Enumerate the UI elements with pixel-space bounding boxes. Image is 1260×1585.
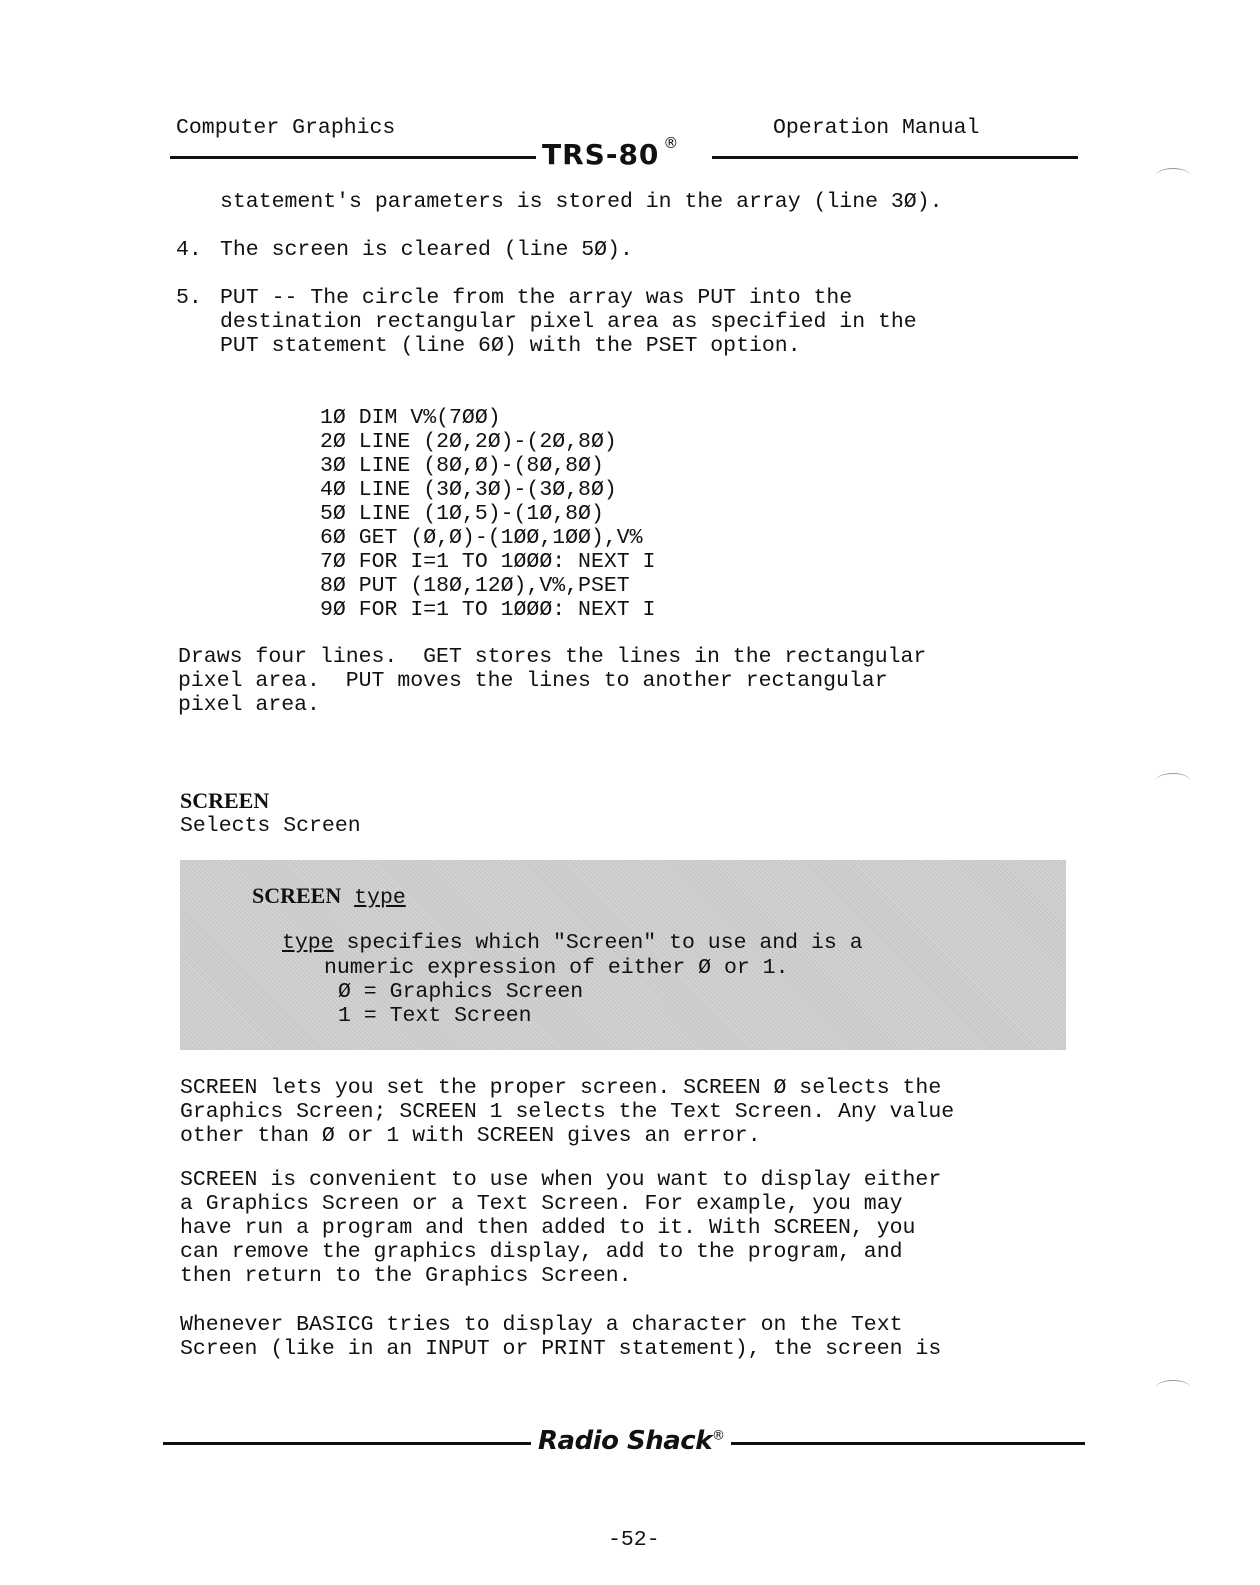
program-line: 9Ø FOR I=1 TO 1ØØØ: NEXT I — [320, 598, 656, 622]
program-line: 6Ø GET (Ø,Ø)-(1ØØ,1ØØ),V% — [320, 526, 643, 550]
syntax-keyword: SCREEN — [252, 883, 342, 908]
section-title: SCREEN — [180, 788, 270, 813]
footer-rule-left — [163, 1442, 531, 1445]
paragraph-line: can remove the graphics display, add to the program, and — [180, 1240, 903, 1264]
section-subtitle: Selects Screen — [180, 814, 361, 838]
binder-hole-mark — [1156, 773, 1190, 788]
step-number: 5. — [176, 286, 202, 310]
program-line: 4Ø LINE (3Ø,3Ø)-(3Ø,8Ø) — [320, 478, 617, 502]
paragraph-line: have run a program and then added to it. With SCREEN, you — [180, 1216, 916, 1240]
radioshack-registered-mark: ® — [712, 1428, 725, 1444]
step-text: PUT statement (line 6Ø) with the PSET option. — [220, 334, 801, 358]
paragraph-line: Whenever BASICG tries to display a character on the Text — [180, 1313, 903, 1337]
step-text: PUT -- The circle from the array was PUT into the — [220, 286, 853, 310]
syntax-desc-text: specifies which "Screen" to use and is a — [333, 931, 863, 955]
syntax-description — [282, 931, 863, 955]
syntax-param: type — [354, 886, 406, 910]
program-line: 5Ø LINE (1Ø,5)-(1Ø,8Ø) — [320, 502, 604, 526]
program-note-line: Draws four lines. GET stores the lines in the rectangular — [178, 645, 927, 669]
syntax-desc-param: type — [282, 931, 334, 955]
header-left: Computer Graphics — [176, 116, 396, 140]
program-line: 1Ø DIM V%(7ØØ) — [320, 406, 501, 430]
syntax-option-0: Ø = Graphics Screen — [338, 980, 584, 1004]
syntax-option-1: 1 = Text Screen — [338, 1004, 532, 1028]
program-note-line: pixel area. — [178, 693, 320, 717]
radioshack-logo — [538, 1426, 725, 1456]
trs80-logo-text: TRS-80 — [542, 138, 660, 171]
paragraph-line: a Graphics Screen or a Text Screen. For example, you may — [180, 1192, 903, 1216]
footer-rule-right — [731, 1442, 1085, 1445]
paragraph-line: Graphics Screen; SCREEN 1 selects the Text Screen. Any value — [180, 1100, 955, 1124]
binder-hole-mark — [1156, 1380, 1190, 1395]
step-text: destination rectangular pixel area as specified in the — [220, 310, 917, 334]
syntax-description-cont: numeric expression of either Ø or 1. — [324, 956, 789, 980]
step-text: The screen is cleared (line 5Ø). — [220, 238, 633, 262]
trs80-logo — [542, 134, 680, 171]
intro-line: statement's parameters is stored in the array (line 3Ø). — [220, 190, 943, 214]
paragraph-line: then return to the Graphics Screen. — [180, 1264, 632, 1288]
paragraph-line: other than Ø or 1 with SCREEN gives an error. — [180, 1124, 761, 1148]
program-line: 2Ø LINE (2Ø,2Ø)-(2Ø,8Ø) — [320, 430, 617, 454]
binder-hole-mark — [1156, 168, 1190, 183]
program-line: 8Ø PUT (18Ø,12Ø),V%,PSET — [320, 574, 630, 598]
paragraph-line: SCREEN lets you set the proper screen. SCREEN Ø selects the — [180, 1076, 942, 1100]
radioshack-logo-text: Radio Shack — [538, 1426, 712, 1456]
paragraph-line: SCREEN is convenient to use when you want to display either — [180, 1168, 942, 1192]
paragraph-line: Screen (like in an INPUT or PRINT statement), the screen is — [180, 1337, 942, 1361]
program-line: 3Ø LINE (8Ø,Ø)-(8Ø,8Ø) — [320, 454, 604, 478]
step-number: 4. — [176, 238, 202, 262]
header-rule-right — [712, 156, 1078, 159]
trs80-registered-mark: ® — [663, 134, 680, 152]
syntax-line — [252, 884, 406, 910]
program-line: 7Ø FOR I=1 TO 1ØØØ: NEXT I — [320, 550, 656, 574]
header-rule-left — [170, 156, 536, 159]
program-note-line: pixel area. PUT moves the lines to another rectangular — [178, 669, 888, 693]
header-right: Operation Manual — [773, 116, 980, 140]
page-number: -52- — [608, 1528, 660, 1552]
